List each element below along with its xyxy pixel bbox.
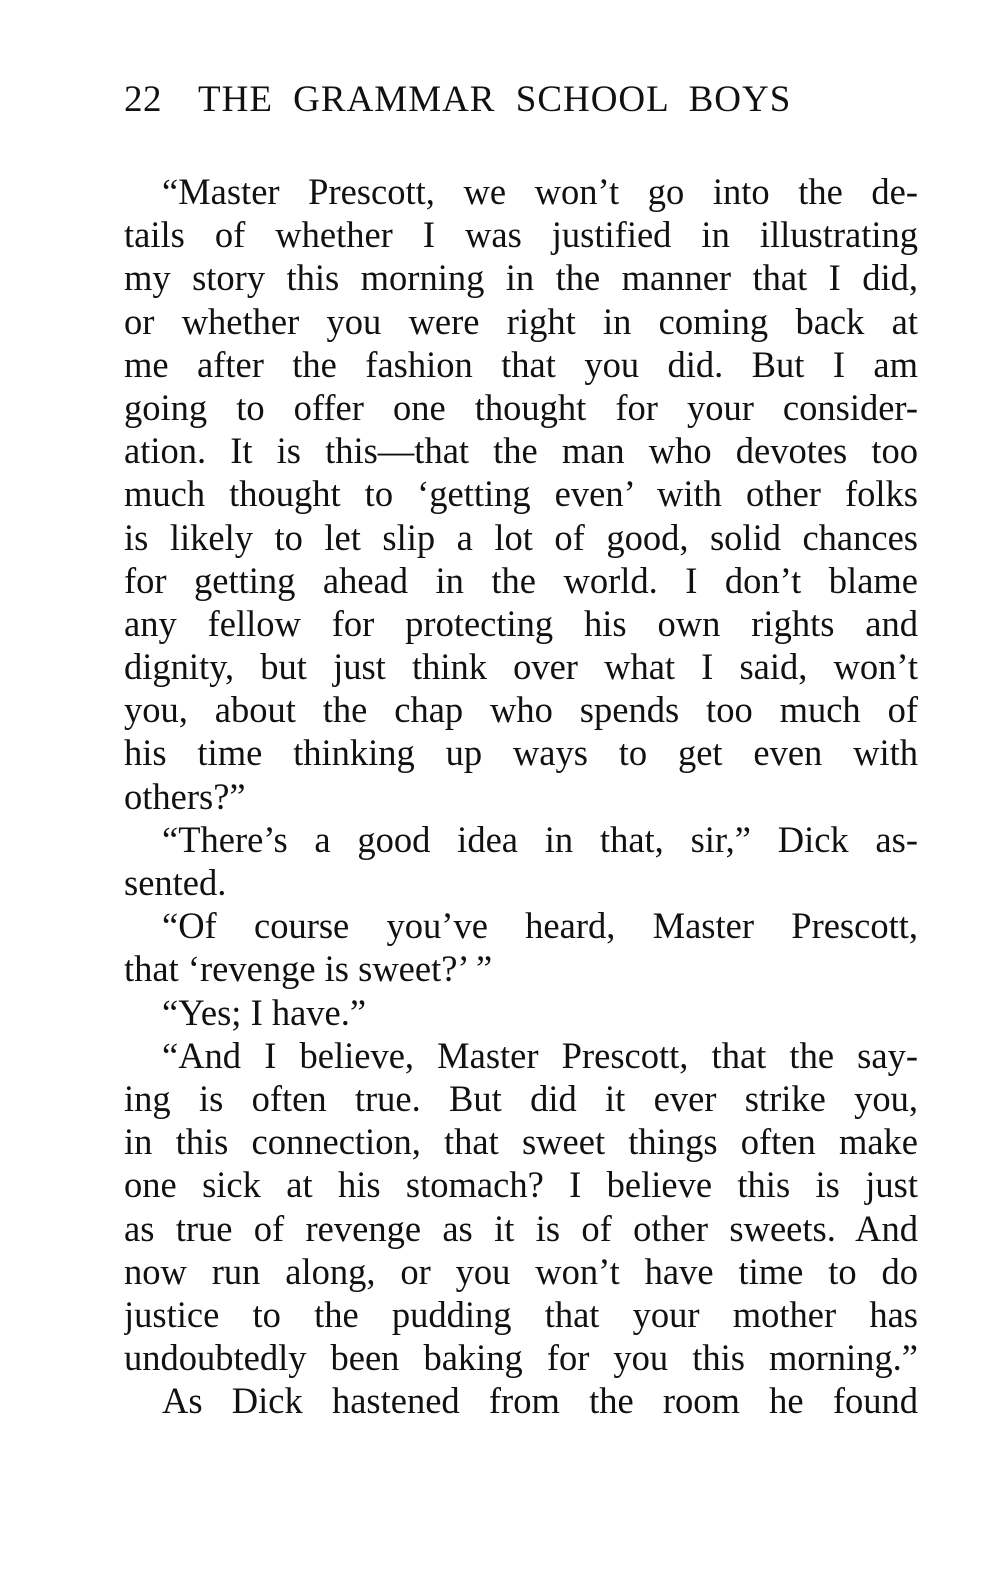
text-line: me after the fashion that you did. But I am xyxy=(124,343,918,385)
text-line: “Of course you’ve heard, Master Prescott, xyxy=(162,905,918,947)
text-line: much thought to ‘getting even’ with other folks xyxy=(124,473,918,515)
text-line: one sick at his stomach? I believe this is just xyxy=(124,1164,918,1206)
paragraph-5 xyxy=(124,1034,918,1380)
text-line: my story this morning in the manner that I did, xyxy=(124,257,918,299)
text-line: his time thinking up ways to get even with xyxy=(124,732,918,774)
paragraph-6 xyxy=(124,1379,918,1422)
text-line: any fellow for protecting his own rights and xyxy=(124,602,918,644)
text-line: now run along, or you won’t have time to do xyxy=(124,1250,918,1292)
text-line: ing is often true. But did it ever strike you, xyxy=(124,1077,918,1119)
paragraph-4 xyxy=(124,991,918,1034)
running-head xyxy=(124,78,884,126)
text-line: “And I believe, Master Prescott, that the say- xyxy=(162,1034,918,1076)
text-line: that ‘revenge is sweet?’ ” xyxy=(124,948,493,990)
text-line: justice to the pudding that your mother has xyxy=(124,1293,918,1335)
text-line: as true of revenge as it is of other sweets. And xyxy=(124,1207,918,1249)
text-line: sented. xyxy=(124,862,227,903)
text-line: undoubtedly been baking for you this morning.” xyxy=(124,1337,918,1379)
text-line: others?” xyxy=(124,775,246,817)
text-line: is likely to let slip a lot of good, solid chances xyxy=(124,516,918,558)
paragraph-1 xyxy=(124,170,918,818)
text-line: “There’s a good idea in that, sir,” Dick as- xyxy=(162,818,918,860)
text-line: “Master Prescott, we won’t go into the de- xyxy=(162,171,918,212)
text-line: going to offer one thought for your consider- xyxy=(124,386,918,428)
paragraph-3 xyxy=(124,904,918,990)
text-line: you, about the chap who spends too much of xyxy=(124,689,918,731)
text-line: or whether you were right in coming back at xyxy=(124,300,918,342)
text-line: dignity, but just think over what I said, won’t xyxy=(124,646,918,688)
text-line: ation. It is this—that the man who devotes too xyxy=(124,430,918,472)
page-number: 22 xyxy=(124,79,162,120)
text-line: As Dick hastened from the room he found xyxy=(162,1380,918,1422)
text-line: tails of whether I was justified in illustrating xyxy=(124,214,918,256)
text-line: “Yes; I have.” xyxy=(162,991,367,1033)
text-line: for getting ahead in the world. I don’t blame xyxy=(124,559,918,601)
book-title: THE GRAMMAR SCHOOL BOYS xyxy=(198,79,792,120)
body-text xyxy=(124,170,918,1422)
paragraph-2 xyxy=(124,818,918,904)
text-line: in this connection, that sweet things often make xyxy=(124,1121,918,1163)
